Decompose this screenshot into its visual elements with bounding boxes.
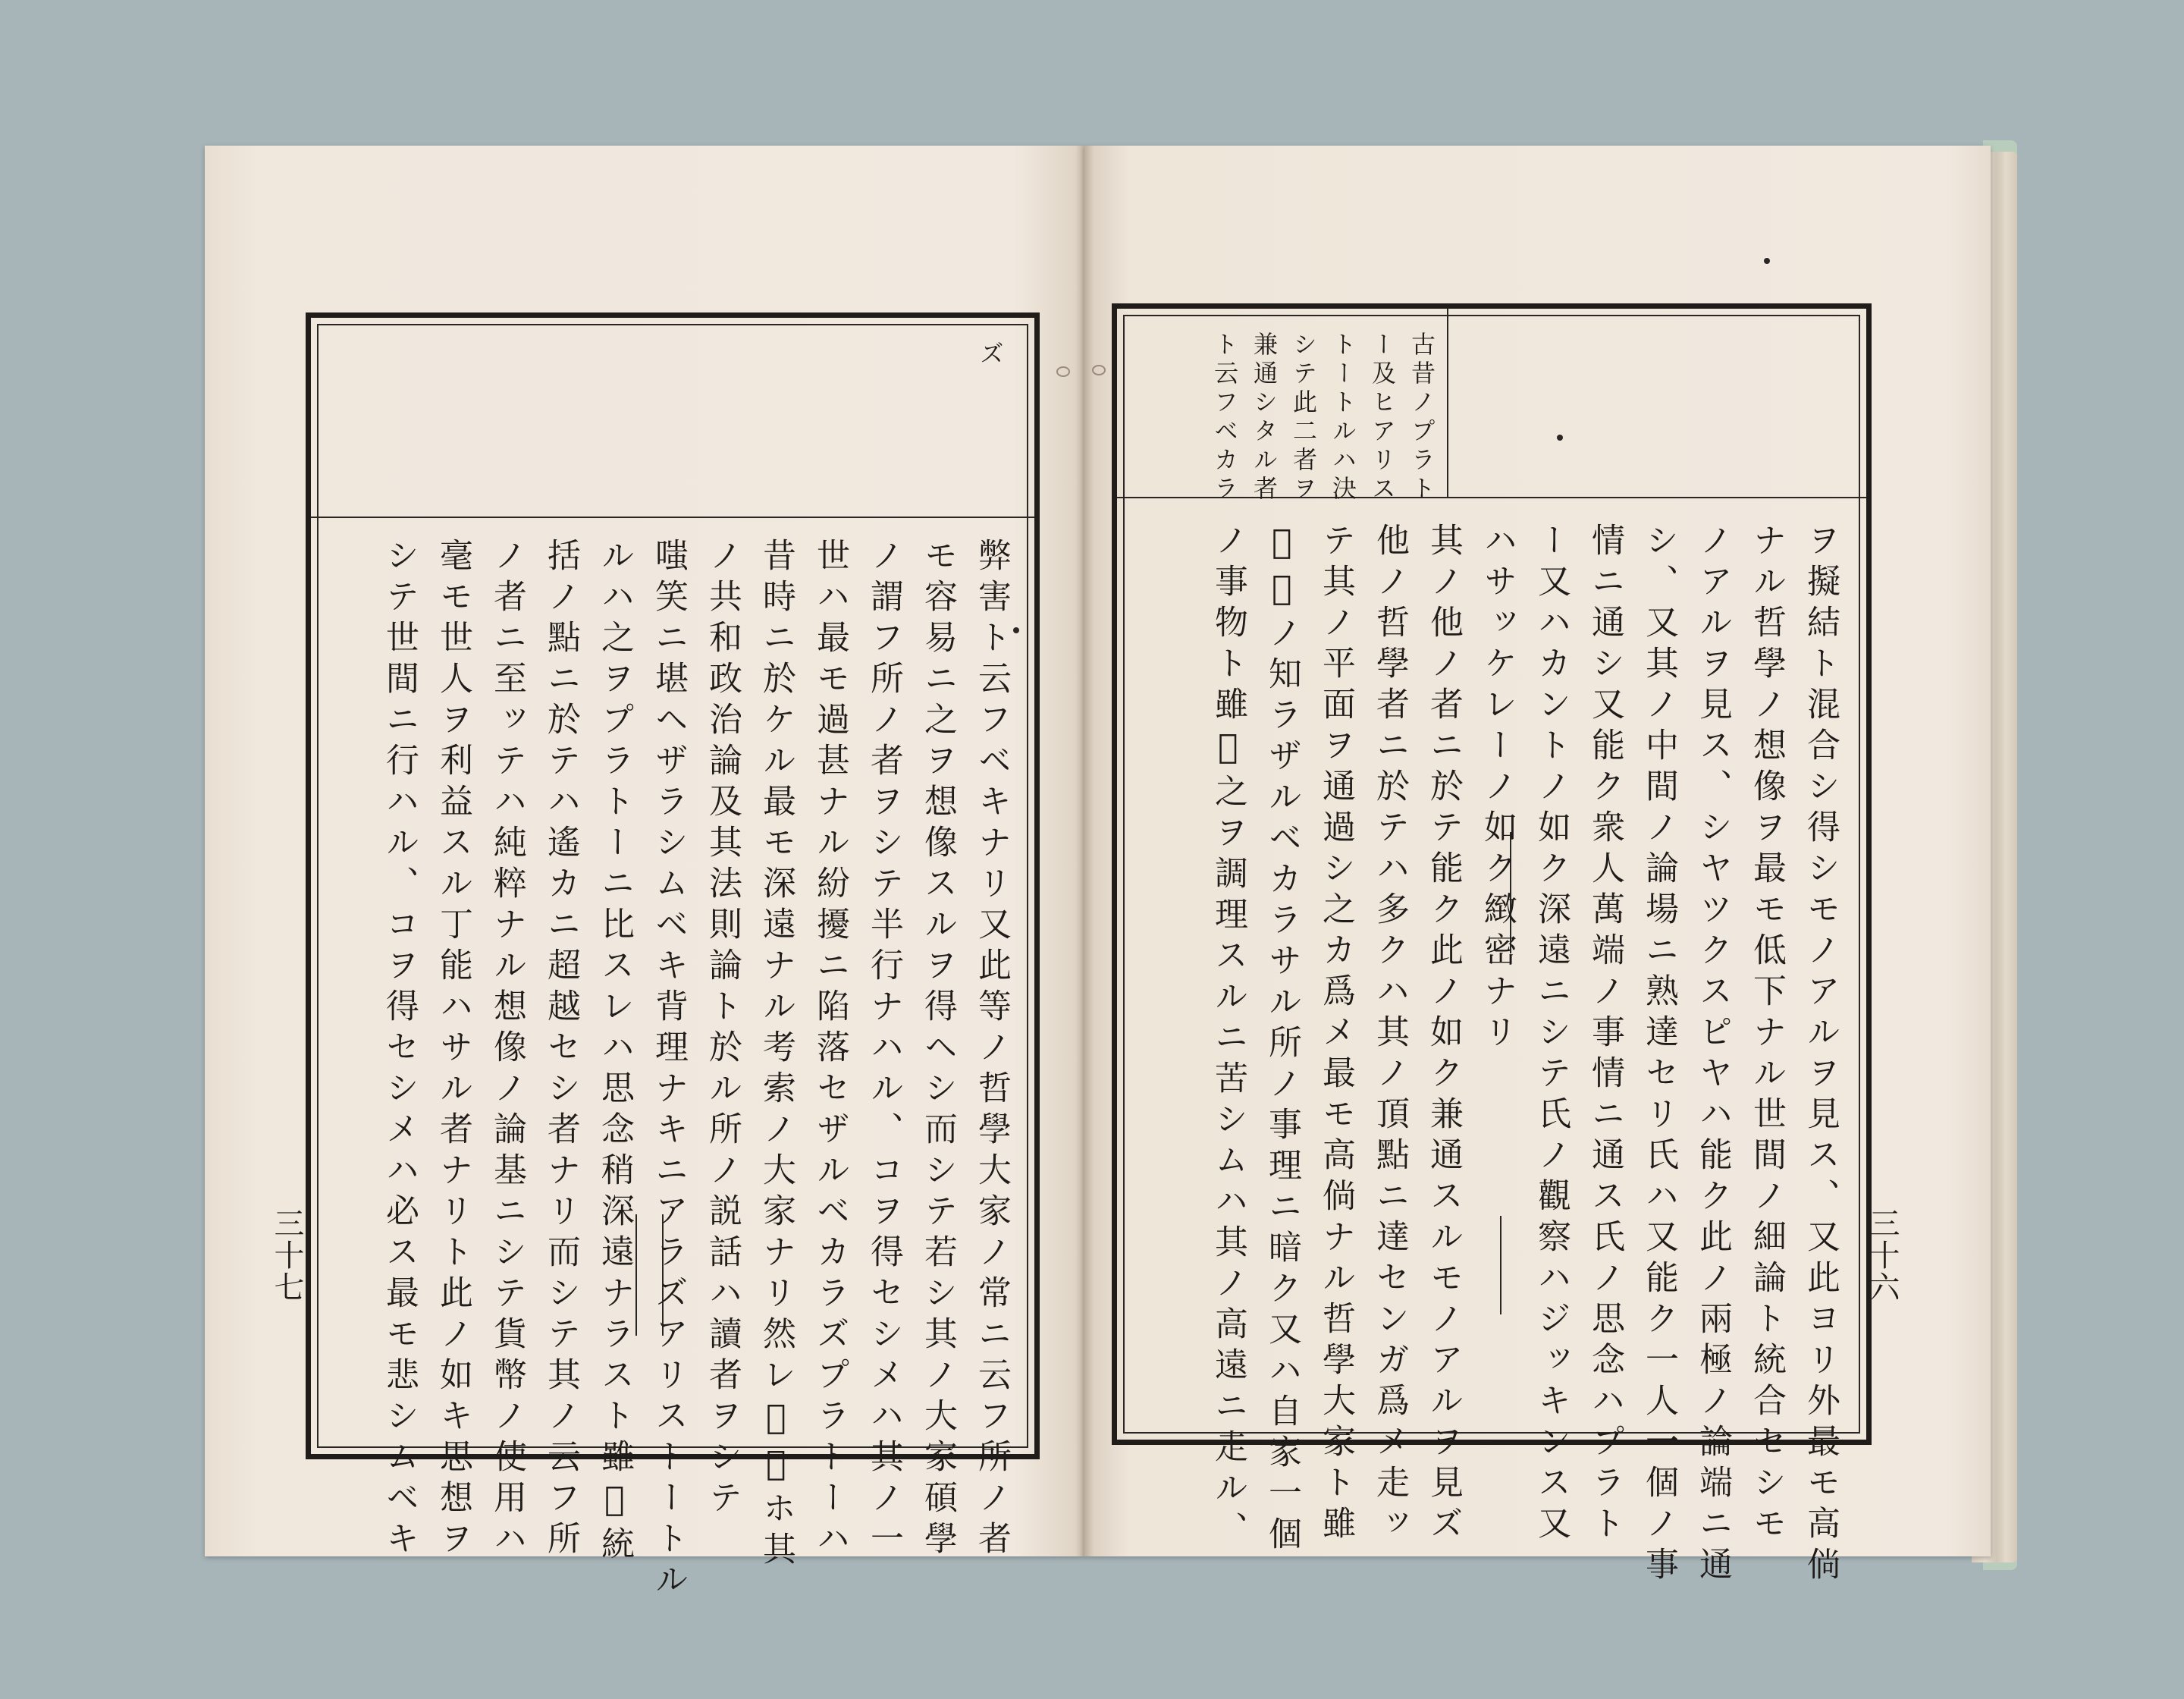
left-column-5: 昔時ニ於ケル最モ深遠ナル考索ノ大家ナリ然レ𪜈倘ホ其 [757,538,795,1572]
left-column-9: 括ノ點ニ於テハ遙カニ超越セシ者ナリ而シテ其ノ云フ所 [541,538,580,1562]
book-gutter [1075,146,1094,1556]
right-header-note-3: トートルハ決 [1329,331,1357,504]
right-text-frame [1112,303,1872,1588]
left-ink-dot [1013,627,1019,633]
right-ink-dot [1557,435,1563,441]
left-column-3: ノ謂フ所ノ者ヲシテ半行ナハル、コヲ得セシメハ其ノ一 [864,538,903,1562]
right-column-7: ハサッケレーノ如ク緻密ナリ [1478,523,1517,1055]
right-header-note-6: ト云フベカラ [1210,331,1239,504]
left-column-4: 世ハ最モ過甚ナル紛擾ニ陷落セザルベカラズプラトーハ [811,538,849,1562]
left-column-2: モ容易ニ之ヲ想像スルヲ得ヘシ而シテ若シ其ノ大家碩學 [918,538,957,1562]
right-header-note-5: 兼通シタル者 [1250,331,1279,504]
right-page-number: 三十六 [1865,1208,1900,1303]
right-column-5: 情ニ通シ又能ク衆人萬端ノ事情ニ通ス氏ノ思念ハプラト [1586,523,1624,1547]
binding-thread [1056,366,1070,377]
right-header-note-2: ー及ヒアリス [1368,331,1397,504]
right-column-12: ノ事物ト雖𪜈之ヲ調理スルニ苦シムハ其ノ高遠ニ走ル、 [1209,523,1247,1552]
right-header-note-rule [1447,309,1448,497]
left-header-note: ズ [976,341,1005,369]
binding-thread [1092,365,1106,375]
left-column-8: ルハ之ヲプラトーニ比スレハ思念稍深遠ナラスト雖𪜈統 [595,538,634,1567]
right-side-mark [1500,1216,1502,1314]
right-column-2: ナル哲學ノ想像ヲ最モ低下ナル世間ノ細論ト統合セシモ [1747,523,1786,1547]
right-column-9: 他ノ哲學者ニ於テハ多クハ其ノ頂點ニ達センガ爲メ走ッ [1370,523,1409,1547]
right-column-3: ノアルヲ見ス、シヤツクスピヤハ能ク此ノ兩極ノ論端ニ通 [1693,523,1732,1588]
left-column-6: ノ共和政治論及其法則論ト於ル所ノ説話ハ讀者ヲシテ [703,538,742,1521]
left-column-12: シテ世間ニ行ハル、コヲ得セシメハ必ス最モ悲シムベキ [380,538,419,1562]
page-speck [1764,258,1770,264]
right-column-6: ー又ハカントノ如ク深遠ニシテ氏ノ觀察ハジッキンス又 [1532,523,1571,1547]
right-header-note-1: 古昔ノプラト [1407,331,1436,504]
right-column-8: 其ノ他ノ者ニ於テ能ク此ノ如ク兼通スルモノアルヲ見ズ [1424,523,1463,1547]
right-column-1: ヲ擬結ト混合シ得シモノアルヲ見ス、又此ヨリ外最モ高倘 [1801,523,1840,1588]
left-side-mark [635,1214,637,1336]
right-header-note-4: シテ此二者ヲ [1289,331,1318,504]
left-column-10: ノ者ニ至ッテハ純粹ナル想像ノ論基ニシテ貨幣ノ使用ハ [488,538,526,1562]
left-column-1: 弊害ト云フベキナリ又此等ノ哲學大家ノ常ニ云フ所ノ者 [972,538,1011,1562]
left-column-7: 嗤笑ニ堪ヘザラシムベキ背理ナキニアラズアリストートル [649,538,688,1603]
left-column-11: 毫モ世人ヲ利益スル丁能ハサル者ナリト此ノ如キ思想ヲ [434,538,472,1562]
left-page-number: 三十七 [269,1208,304,1303]
right-column-10: テ其ノ平面ヲ通過シ之カ爲メ最モ高倘ナル哲學大家ト雖 [1316,523,1355,1547]
left-header-divider [311,517,1034,518]
right-column-4: シ、又其ノ中間ノ論場ニ熟達セリ氏ハ又能ク一人一個ノ事 [1640,523,1678,1588]
left-text-frame [306,312,1040,1603]
right-column-11: 𪜈其ノ知ラザルベカラサル所ノ事理ニ暗ク又ハ自家一個 [1263,523,1301,1557]
